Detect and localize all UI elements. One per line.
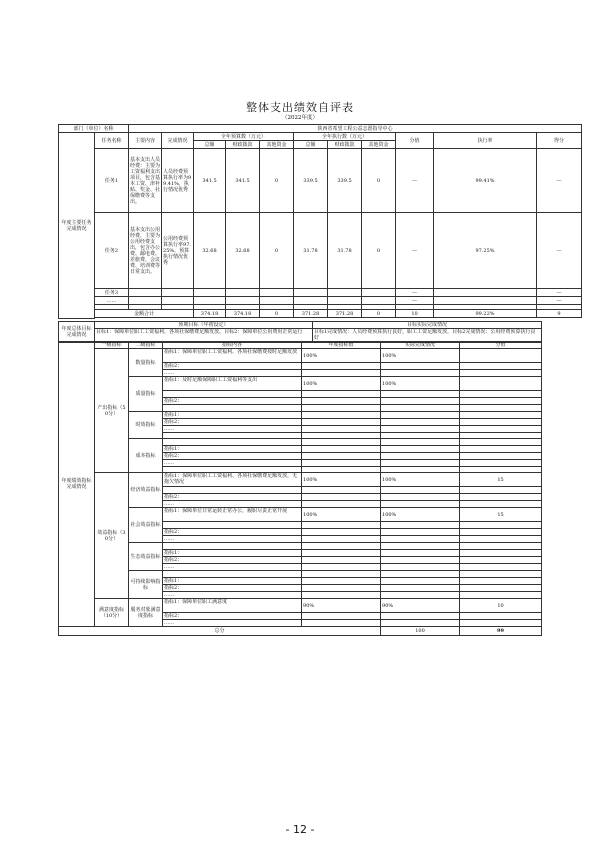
social-weight-1: 15 [460,508,542,522]
dept-label: 部门（单位）名称 [59,125,129,133]
task2-exec-other: 0 [362,213,396,289]
funds-weight: 10 [396,310,434,318]
quantity-actual-1: 100% [381,349,460,363]
economic-weight-1: 15 [460,473,542,487]
grand-total-score: 99 [460,627,542,636]
task3-score: — [537,289,582,297]
funds-exec-total: 371.28 [294,310,328,318]
quantity-target-1: 100% [302,349,381,363]
overall-expected-text: 目标1：保障单位职工工资福利、各项社保缴费足额发放。目标2：保障单位公用费用正常运行 [95,329,313,343]
task3-name: 任务3 [95,289,129,297]
ind-hdr-l1: 一级指标 [95,342,129,349]
economic-target-1: 100% [302,473,381,487]
l1-output: 产出指标（50分） [95,349,129,473]
hdr-exec-rate: 执行率 [434,133,537,149]
ind-hdr-l2: 二级指标 [129,342,163,349]
task1-exec-fiscal: 339.5 [328,149,362,213]
social-indicator-more: …… [163,536,302,543]
satisfaction-indicator-2: 指标2： [163,613,302,620]
section-perf-label: 年度绩效指标完成情况 [59,342,95,627]
task2-exec-fiscal: 31.78 [328,213,362,289]
dept-name: 陕西省希望工程公益志愿指导中心 [129,125,582,133]
l1-effect: 效益指标（30分） [95,473,129,599]
quality-target-1: 100% [302,377,381,391]
ecological-indicator-1: 指标1： [163,550,302,557]
l2-economic: 经济效益指标 [129,473,163,508]
task2-completion: 公用经费预算执行率97.25%，预算执行情况优秀 [162,213,194,289]
l2-service: 服务对象满意度指标 [129,599,163,627]
economic-indicator-2: 指标2： [163,494,302,501]
task2-name: 任务2 [95,213,129,289]
hdr-score: 得分 [537,133,582,149]
ecological-indicator-more: …… [163,564,302,571]
l2-quality: 质量指标 [129,377,163,412]
sustain-indicator-more: …… [163,592,302,599]
timeliness-indicator-1: 指标1： [163,412,302,419]
task1-budget-fiscal: 341.5 [226,149,260,213]
cost-indicator-2: 指标2： [163,453,302,460]
task1-exec-total: 339.5 [294,149,328,213]
quantity-indicator-2: 指标2： [163,363,302,370]
timeliness-indicator-more: …… [163,426,302,433]
overall-expected-hdr: 预期目标（年初设定） [95,322,313,329]
funds-budget-fiscal: 374.18 [226,310,260,318]
overall-actual-text: 目标1完成情况：人员经费预算执行良好，职工工资足额发放。目标2完成情况：公用经费预算执行良好 [313,329,542,343]
task1-rate: 99.41% [434,149,537,213]
satisfaction-indicator-1: 指标1：保障单位职工满意度 [163,599,302,613]
task2-budget-fiscal: 32.68 [226,213,260,289]
task1-content: 基本支出人员经费：主要为工资福利支出项目，包含基本工资、津补贴、奖金、社保缴费等支出。 [129,149,162,213]
cost-indicator-more: …… [163,460,302,467]
economic-indicator-more: …… [163,501,302,508]
task1-score: — [537,149,582,213]
quality-actual-1: 100% [381,377,460,391]
task1-budget-other: 0 [260,149,294,213]
overall-goal-table [58,321,542,343]
task2-budget-total: 32.68 [194,213,226,289]
funds-budget-total: 374.18 [194,310,226,318]
timeliness-indicator-2: 指标2： [163,419,302,426]
social-target-1: 100% [302,508,381,522]
task-more-name: …… [95,297,129,305]
page-subtitle: （2022年度） [282,115,318,121]
task-more-weight: — [396,297,434,305]
task1-name: 任务1 [95,149,129,213]
task2-exec-total: 31.78 [294,213,328,289]
indicator-table [58,341,542,636]
social-actual-1: 100% [381,508,460,522]
hdr-budget-total: 总额 [194,141,226,149]
funds-exec-fiscal: 371.28 [328,310,362,318]
hdr-task-name: 任务名称 [95,133,129,149]
sustain-indicator-1: 指标1： [163,578,302,585]
economic-actual-1: 100% [381,473,460,487]
grand-total-weight: 100 [381,627,460,636]
satisfaction-target-1: 90% [302,599,381,613]
task2-score: — [537,213,582,289]
funds-total-label: 金额合计 [95,310,194,318]
l2-timeliness: 时效指标 [129,412,163,439]
satisfaction-weight-1: 10 [460,599,542,613]
hdr-score-weight: 分值 [396,133,434,149]
hdr-budget-group: 全年预算数（万元） [194,133,294,141]
ecological-indicator-2: 指标2： [163,557,302,564]
task2-rate: 97.25% [434,213,537,289]
section-tasks-label: 年度主要任务完成情况 [59,133,95,319]
satisfaction-indicator-more: …… [163,620,302,627]
task2-content: 基本支出公用经费，主要为公用经费支出，包含办公费、邮电费、差旅费、会议费、培训费等日常支出。 [129,213,162,289]
task2-weight: — [396,213,434,289]
ind-hdr-target: 年度指标值 [302,342,381,349]
task1-exec-other: 0 [362,149,396,213]
funds-budget-other: 0 [260,310,294,318]
task1-weight: — [396,149,434,213]
l2-quantity: 数量指标 [129,349,163,377]
economic-indicator-1: 指标1：保障单位职工工资福利、各项社保缴费足额发放，无拖欠情况 [163,473,302,487]
satisfaction-actual-1: 90% [381,599,460,613]
l1-satisfaction: 满意度指标（10分） [95,599,129,627]
overall-actual-hdr: 目标实际完成情况 [313,322,542,329]
l2-social: 社会效益指标 [129,508,163,543]
hdr-budget-other: 其他资金 [260,141,294,149]
ind-hdr-actual: 实际完成情况 [381,342,460,349]
page-number: - 12 - [285,823,315,836]
funds-rate: 99.22% [434,310,537,318]
sustain-indicator-2: 指标2： [163,585,302,592]
page-title: 整体支出绩效自评表 [246,101,354,114]
quality-indicator-1: 指标1：及时足额保障职工工资福利等支出 [163,377,302,391]
funds-score: 9 [537,310,582,318]
social-indicator-2: 指标2： [163,529,302,536]
task2-budget-other: 0 [260,213,294,289]
overall-label: 年度总体目标完成情况 [59,322,95,343]
task-table [58,124,582,319]
hdr-exec-group: 全年执行数（万元） [294,133,396,141]
ind-hdr-content: 指标内容 [163,342,302,349]
task1-budget-total: 341.5 [194,149,226,213]
grand-total-label: 总分 [59,627,381,636]
quantity-indicator-1: 指标1：保障单位职工工资福利、各项社保缴费按时足额发放 [163,349,302,363]
cost-indicator-1: 指标1： [163,446,302,453]
funds-exec-other: 0 [362,310,396,318]
ind-hdr-weight: 分值 [460,342,542,349]
task-more-score: — [537,297,582,305]
hdr-exec-total: 总额 [294,141,328,149]
l2-ecological: 生态效益指标 [129,543,163,571]
hdr-main-content: 主要内容 [129,133,162,149]
task3-weight: — [396,289,434,297]
quantity-indicator-more: …… [163,370,302,377]
hdr-exec-fiscal: 财政拨款 [328,141,362,149]
l2-sustain: 可持续影响指标 [129,571,163,599]
quality-indicator-2: 指标2： [163,398,302,405]
hdr-budget-fiscal: 财政拨款 [226,141,260,149]
task1-completion: 人员经费预算执行率为99.41%，执行情况优秀 [162,149,194,213]
social-indicator-1: 指标1：保障单位日常运转正常办公，履职尽责正常开展 [163,508,302,522]
hdr-completion: 完成情况 [162,133,194,149]
l2-cost: 成本指标 [129,439,163,473]
hdr-exec-other: 其他资金 [362,141,396,149]
